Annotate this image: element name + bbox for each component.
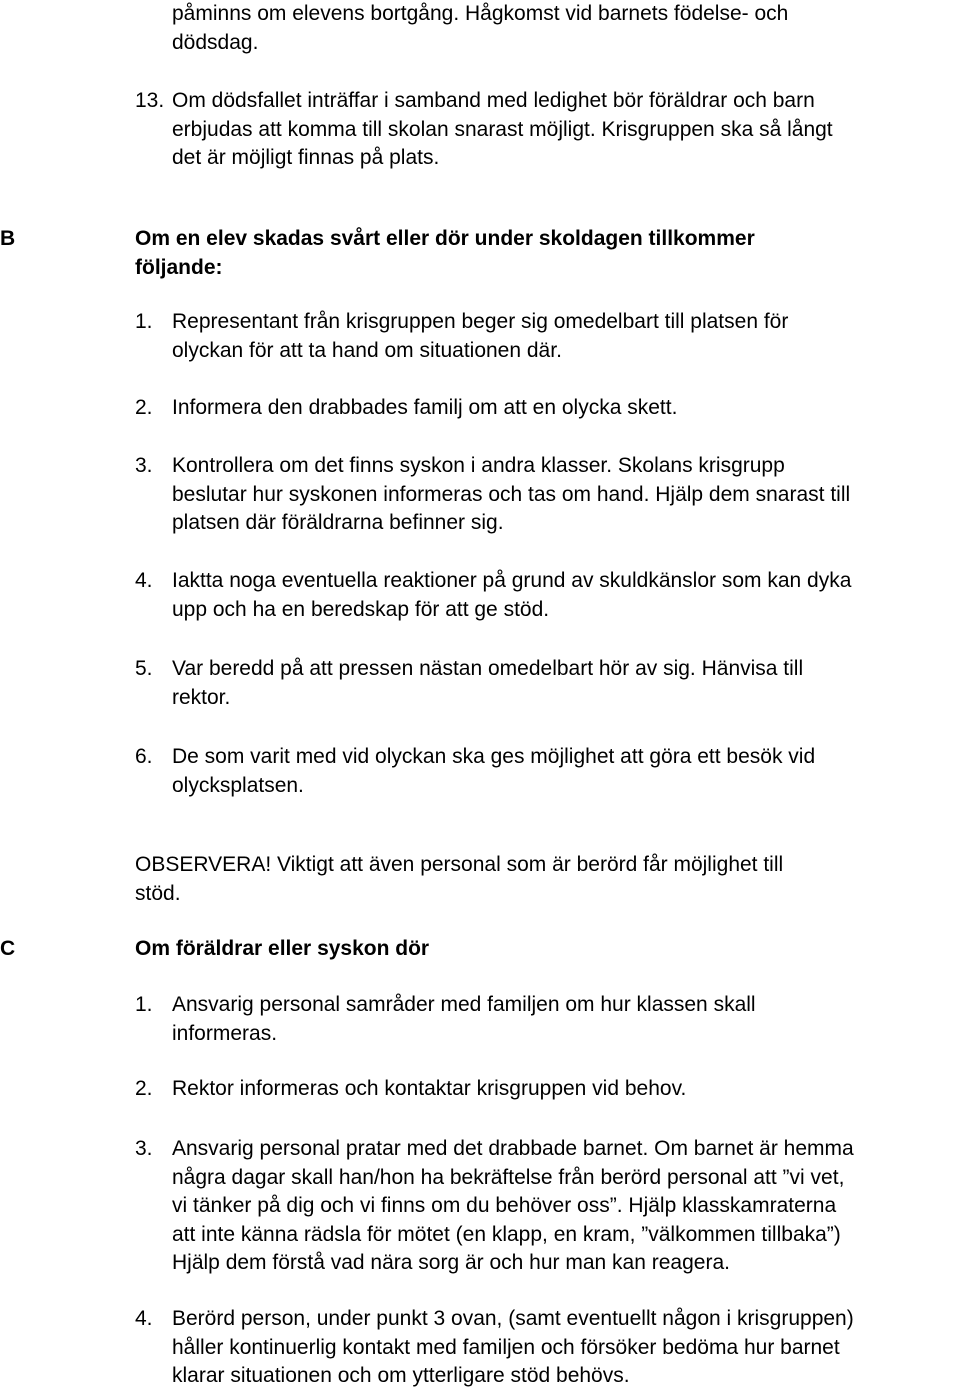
text-line: Representant från krisgruppen beger sig omedelbart till platsen för	[172, 310, 789, 333]
list-item	[172, 1305, 854, 1391]
list-number: 4.	[135, 569, 153, 592]
list-item	[172, 308, 788, 365]
text-line: Iaktta noga eventuella reaktioner på grund av skuldkänslor som kan dyka	[172, 569, 852, 592]
text-line: rektor.	[172, 685, 231, 709]
list-number: 3.	[135, 1137, 153, 1160]
text-line: påminns om elevens bortgång. Hågkomst vid barnets födelse- och	[172, 2, 789, 25]
section-letter: B	[0, 227, 16, 250]
text-line: OBSERVERA! Viktigt att även personal som är berörd får möjlighet till	[135, 853, 784, 876]
observera-note	[135, 851, 783, 908]
text-line: Rektor informeras och kontaktar krisgruppen vid behov.	[172, 1077, 687, 1100]
text-line: håller kontinuerlig kontakt med familjen och försöker bedöma hur barnet	[172, 1335, 840, 1359]
text-line: olycksplatsen.	[172, 773, 304, 797]
list-item	[172, 452, 850, 538]
text-line: Kontrollera om det finns syskon i andra klasser. Skolans krisgrupp	[172, 454, 785, 477]
intro-paragraph	[172, 0, 788, 57]
text-line: De som varit med vid olyckan ska ges möjlighet att göra ett besök vid	[172, 745, 816, 768]
text-line: informeras.	[172, 1021, 278, 1045]
list-number: 3.	[135, 454, 153, 477]
text-line: upp och ha en beredskap för att ge stöd.	[172, 597, 550, 621]
section-heading	[135, 225, 755, 282]
text-line: Ansvarig personal samråder med familjen om hur klassen skall	[172, 993, 756, 1016]
list-item	[172, 1075, 686, 1104]
section-heading	[135, 935, 429, 964]
list-number: 4.	[135, 1307, 153, 1330]
list-item	[172, 1135, 854, 1278]
list-number: 1.	[135, 310, 153, 333]
list-number: 13.	[135, 89, 165, 112]
text-line: Ansvarig personal pratar med det drabbade barnet. Om barnet är hemma	[172, 1137, 854, 1160]
text-line: Hjälp dem förstå vad nära sorg är och hur man kan reagera.	[172, 1251, 730, 1274]
heading-line: Om en elev skadas svårt eller dör under skoldagen tillkommer	[135, 227, 755, 250]
text-line: stöd.	[135, 881, 181, 905]
text-line: erbjudas att komma till skolan snarast möjligt. Krisgruppen ska så långt	[172, 117, 833, 141]
text-line: dödsdag.	[172, 30, 259, 54]
list-item	[172, 991, 756, 1048]
list-item	[172, 655, 803, 712]
list-number: 5.	[135, 657, 153, 680]
text-line: Var beredd på att pressen nästan omedelbart hör av sig. Hänvisa till	[172, 657, 804, 680]
list-number: 2.	[135, 1077, 153, 1100]
heading-line: Om föräldrar eller syskon dör	[135, 937, 430, 960]
text-line: olyckan för att ta hand om situationen där.	[172, 338, 562, 362]
section-letter: C	[0, 937, 16, 960]
text-line: beslutar hur syskonen informeras och tas om hand. Hjälp dem snarast till	[172, 482, 851, 506]
list-item	[172, 567, 851, 624]
list-number: 6.	[135, 745, 153, 768]
text-line: klarar situationen och om ytterligare stöd behövs.	[172, 1364, 630, 1387]
text-line: Om dödsfallet inträffar i samband med ledighet bör föräldrar och barn	[172, 89, 815, 112]
list-number: 1.	[135, 993, 153, 1016]
text-line: platsen där föräldrarna befinner sig.	[172, 511, 504, 534]
heading-line: följande:	[135, 255, 223, 279]
list-item	[172, 743, 815, 800]
text-line: några dagar skall han/hon ha bekräftelse från berörd personal att ”vi vet,	[172, 1165, 845, 1189]
text-line: Berörd person, under punkt 3 ovan, (samt eventuellt någon i krisgruppen)	[172, 1307, 854, 1330]
list-item	[172, 87, 833, 173]
list-number: 2.	[135, 396, 153, 419]
text-line: Informera den drabbades familj om att en olycka skett.	[172, 396, 678, 419]
text-line: det är möjligt finnas på plats.	[172, 146, 440, 169]
text-line: att inte känna rädsla för mötet (en klapp, en kram, ”välkommen tillbaka”)	[172, 1222, 841, 1246]
text-line: vi tänker på dig och vi finns om du behöver oss”. Hjälp klasskamraterna	[172, 1194, 837, 1217]
list-item	[172, 394, 677, 423]
